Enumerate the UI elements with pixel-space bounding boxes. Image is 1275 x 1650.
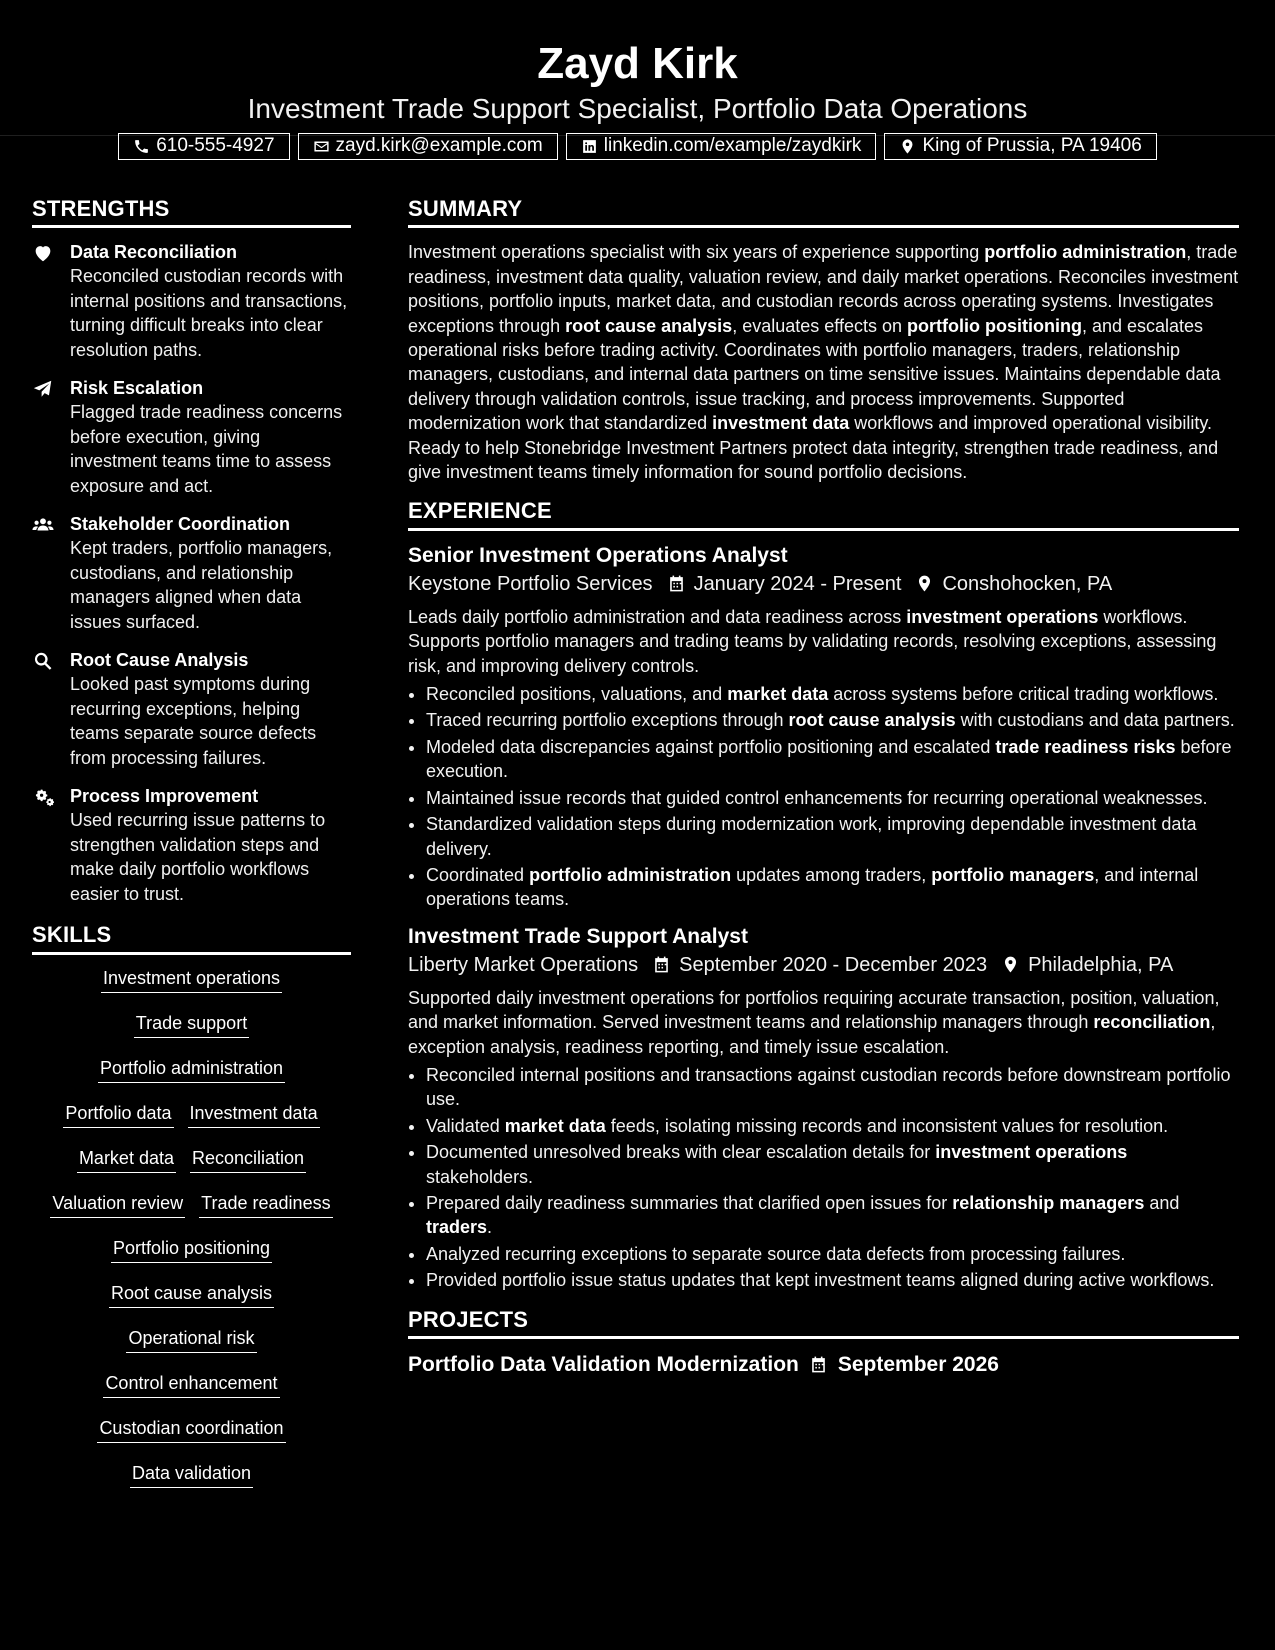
contact-linkedin-text: linkedin.com/example/zaydkirk [603, 135, 862, 157]
bold-text: investment data [712, 413, 850, 434]
bold-text: relationship managers [952, 1192, 1145, 1213]
text-run: Investment operations specialist with six years of experience supporting [408, 242, 985, 263]
bullet-item [426, 1191, 1239, 1240]
contact-phone-text: 610-555-4927 [156, 135, 275, 157]
job-company [408, 950, 638, 980]
contact-location [884, 133, 1156, 160]
bold-text: market data [727, 684, 829, 705]
bold-text: investment operations [935, 1142, 1128, 1163]
skill-tag: Custodian coordination [97, 1417, 285, 1443]
text-run: Reconciled positions, valuations, and [426, 684, 728, 705]
users-icon [32, 514, 54, 536]
text-run: across systems before critical trading workflows. [828, 684, 1219, 705]
text-run: Leads daily portfolio administration and data readiness across [408, 606, 907, 627]
bullet-item [426, 682, 1239, 706]
job-dates [667, 569, 902, 599]
skill-row [101, 967, 282, 1012]
text-run: feeds, isolating missing records and inconsistent values for resolution. [605, 1115, 1169, 1136]
job-entry [408, 924, 1239, 1293]
strength-title: Data Reconciliation [70, 242, 238, 263]
bullet-item [426, 863, 1239, 912]
skill-tag: Investment operations [101, 967, 282, 993]
skill-row [97, 1417, 285, 1462]
text-run: , and escalates operational risks before trading activity. Coordinates with portfolio managers, traders, relationship managers, custodians, and internal data partners on time sensitive issues. Maintains dependable data delivery through validation controls, issue tracking, and process improvements. Supported modernization work that standardized [408, 315, 1221, 434]
strengths-heading: STRENGTHS [32, 196, 351, 228]
job-intro [408, 605, 1239, 678]
strength-desc: Used recurring issue patterns to strengthen validation steps and make daily portfolio workflows easier to trust. [70, 810, 326, 904]
text-run: Traced recurring portfolio exceptions through [426, 710, 789, 731]
bold-text: portfolio administration [529, 864, 732, 885]
skill-tag: Root cause analysis [109, 1282, 274, 1308]
skill-row [77, 1147, 306, 1192]
project-title: Portfolio Data Validation Modernization [408, 1352, 799, 1376]
bullet-item [426, 1268, 1239, 1292]
text-run: Provided portfolio issue status updates that kept investment teams aligned during active workflows. [426, 1270, 1215, 1291]
bullet-item [426, 1114, 1239, 1138]
skill-tag: Reconciliation [190, 1147, 306, 1173]
projects-heading: PROJECTS [408, 1307, 1239, 1339]
job-bullets [408, 1063, 1239, 1293]
left-column [32, 196, 351, 1507]
bullet-item [426, 1242, 1239, 1266]
skill-tag: Data validation [130, 1462, 253, 1488]
bold-text: portfolio administration [984, 242, 1187, 263]
text-run: , exception analysis, readiness reporting, and timely issue escalation. [408, 1012, 1216, 1057]
bold-text: root cause analysis [565, 315, 733, 336]
bullet-item [426, 735, 1239, 784]
text-run: Supported daily investment operations for portfolios requiring accurate transaction, position, valuation, and market information. Served investment teams and relationship managers through [408, 987, 1220, 1033]
phone-icon [133, 138, 150, 155]
bullet-item [426, 812, 1239, 861]
skill-tag: Trade readiness [199, 1192, 332, 1218]
strength-item [32, 648, 351, 770]
map-pin-icon [899, 138, 916, 155]
skill-row [126, 1327, 256, 1372]
skill-tag: Control enhancement [103, 1372, 279, 1398]
job-dates-text: January 2024 - Present [693, 572, 902, 595]
text-run: workflows. Supports portfolio managers and trading teams by validating records, resolving exceptions, assessing risk, and improving delivery controls. [408, 606, 1217, 676]
contact-bar [0, 133, 1275, 160]
strength-desc: Looked past symptoms during recurring exceptions, helping teams separate source defects from processing failures. [70, 674, 317, 768]
text-run: Analyzed recurring exceptions to separate source data defects from processing failures. [426, 1243, 1126, 1264]
calendar-icon [667, 574, 686, 593]
skill-tag: Portfolio administration [98, 1057, 285, 1083]
text-run: workflows and improved operational visibility. Ready to help Stonebridge Investment Partners protect data integrity, strengthen trade readiness, and give investment teams timely information for sound portfolio decisions. [408, 413, 1219, 483]
text-run: before execution. [426, 736, 1232, 782]
skill-tag: Market data [77, 1147, 176, 1173]
text-run: updates among traders, [731, 864, 932, 885]
job-location-text: Conshohocken, PA [942, 572, 1113, 595]
job-location [915, 569, 1112, 599]
job-meta [408, 950, 1239, 980]
calendar-icon [652, 955, 671, 974]
job-intro [408, 986, 1239, 1059]
strength-desc: Reconciled custodian records with internal positions and transactions, turning difficult breaks into clear resolution paths. [70, 266, 348, 360]
bullet-item [426, 786, 1239, 810]
skills-heading: SKILLS [32, 922, 351, 954]
bold-text: trade readiness risks [995, 736, 1176, 757]
text-run: Modeled data discrepancies against portfolio positioning and escalated [426, 736, 996, 757]
candidate-name: Zayd Kirk [537, 39, 738, 88]
job-title: Senior Investment Operations Analyst [408, 543, 788, 567]
skill-tag: Operational risk [126, 1327, 256, 1353]
experience-heading: EXPERIENCE [408, 498, 1239, 530]
text-run: Standardized validation steps during modernization work, improving dependable investment data delivery. [426, 814, 1197, 859]
bold-text: root cause analysis [788, 710, 956, 731]
skill-tag: Trade support [134, 1012, 249, 1038]
strength-title: Risk Escalation [70, 378, 204, 399]
envelope-icon [313, 138, 330, 155]
bold-text: reconciliation [1093, 1012, 1211, 1033]
strength-title: Stakeholder Coordination [70, 514, 291, 535]
skill-row [111, 1237, 272, 1282]
job-dates-text: September 2020 - December 2023 [679, 953, 988, 976]
bullet-item [426, 1140, 1239, 1189]
bold-text: investment operations [906, 606, 1099, 627]
contact-email[interactable] [298, 133, 558, 160]
contact-linkedin[interactable] [566, 133, 877, 160]
text-run: , and internal operations teams. [426, 864, 1199, 910]
project-entry [408, 1351, 1239, 1379]
job-entry [408, 543, 1239, 912]
bold-text: traders [426, 1217, 488, 1238]
job-company-text: Liberty Market Operations [408, 953, 639, 976]
bold-text: portfolio managers [931, 864, 1095, 885]
map-pin-icon [915, 574, 934, 593]
job-location [1001, 950, 1173, 980]
skill-row [109, 1282, 274, 1327]
bold-text: market data [504, 1115, 606, 1136]
map-pin-icon [1001, 955, 1020, 974]
text-run: , trade readiness, investment data quality, valuation review, and daily market operations. Reconciles investment positions, portfolio inputs, market data, and custodian records across operating systems. Investigates exceptions through [408, 242, 1239, 336]
job-dates [652, 950, 987, 980]
strength-item [32, 240, 351, 362]
strength-desc: Flagged trade readiness concerns before execution, giving investment teams time to assess exposure and act. [70, 402, 343, 496]
job-company [408, 569, 653, 599]
bold-text: portfolio positioning [906, 315, 1082, 336]
gears-icon [32, 786, 54, 808]
skill-row [103, 1372, 279, 1417]
project-date: September 2026 [837, 1352, 999, 1376]
job-company-text: Keystone Portfolio Services [408, 572, 653, 595]
skill-tag: Valuation review [50, 1192, 185, 1218]
text-run: , evaluates effects on [732, 315, 907, 336]
contact-email-text: zayd.kirk@example.com [335, 135, 543, 157]
strength-desc: Kept traders, portfolio managers, custodians, and relationship managers aligned when data issues surfaced. [70, 538, 333, 632]
heart-icon [32, 242, 54, 264]
strength-title: Process Improvement [70, 786, 259, 807]
job-title: Investment Trade Support Analyst [408, 924, 748, 948]
strength-item [32, 784, 351, 906]
summary-text [408, 240, 1239, 484]
job-meta [408, 569, 1239, 599]
contact-phone[interactable] [118, 133, 289, 160]
candidate-headline: Investment Trade Support Specialist, Portfolio Data Operations [247, 93, 1028, 124]
skill-row [130, 1462, 253, 1507]
strength-title: Root Cause Analysis [70, 650, 249, 671]
text-run: with custodians and data partners. [955, 710, 1235, 731]
job-bullets [408, 682, 1239, 912]
skill-row [134, 1012, 249, 1057]
skill-tag: Portfolio data [63, 1102, 173, 1128]
bullet-item [426, 1063, 1239, 1112]
skill-row [98, 1057, 285, 1102]
job-location-text: Philadelphia, PA [1028, 953, 1174, 976]
text-run: stakeholders. [426, 1166, 534, 1187]
strength-item [32, 512, 351, 634]
contact-location-text: King of Prussia, PA 19406 [922, 135, 1142, 157]
strength-item [32, 376, 351, 498]
text-run: Maintained issue records that guided control enhancements for recurring operational weaknesses. [426, 787, 1208, 808]
right-column [408, 196, 1239, 1379]
paper-plane-icon [32, 378, 54, 400]
calendar-icon [809, 1355, 828, 1374]
text-run: . [487, 1217, 493, 1238]
search-icon [32, 650, 54, 672]
skill-row [50, 1192, 332, 1237]
summary-heading: SUMMARY [408, 196, 1239, 228]
text-run: Reconciled internal positions and transactions against custodian records before downstream portfolio use. [426, 1064, 1231, 1110]
skill-tag: Portfolio positioning [111, 1237, 272, 1263]
skills-list [32, 967, 351, 1507]
resume-header [0, 0, 1275, 157]
text-run: and [1144, 1192, 1180, 1213]
text-run: Validated [426, 1115, 505, 1136]
skill-tag: Investment data [188, 1102, 320, 1128]
skill-row [63, 1102, 319, 1147]
linkedin-icon [581, 138, 598, 155]
text-run: Documented unresolved breaks with clear escalation details for [426, 1142, 936, 1163]
bullet-item [426, 708, 1239, 732]
text-run: Coordinated [426, 864, 530, 885]
text-run: Prepared daily readiness summaries that clarified open issues for [426, 1192, 953, 1213]
